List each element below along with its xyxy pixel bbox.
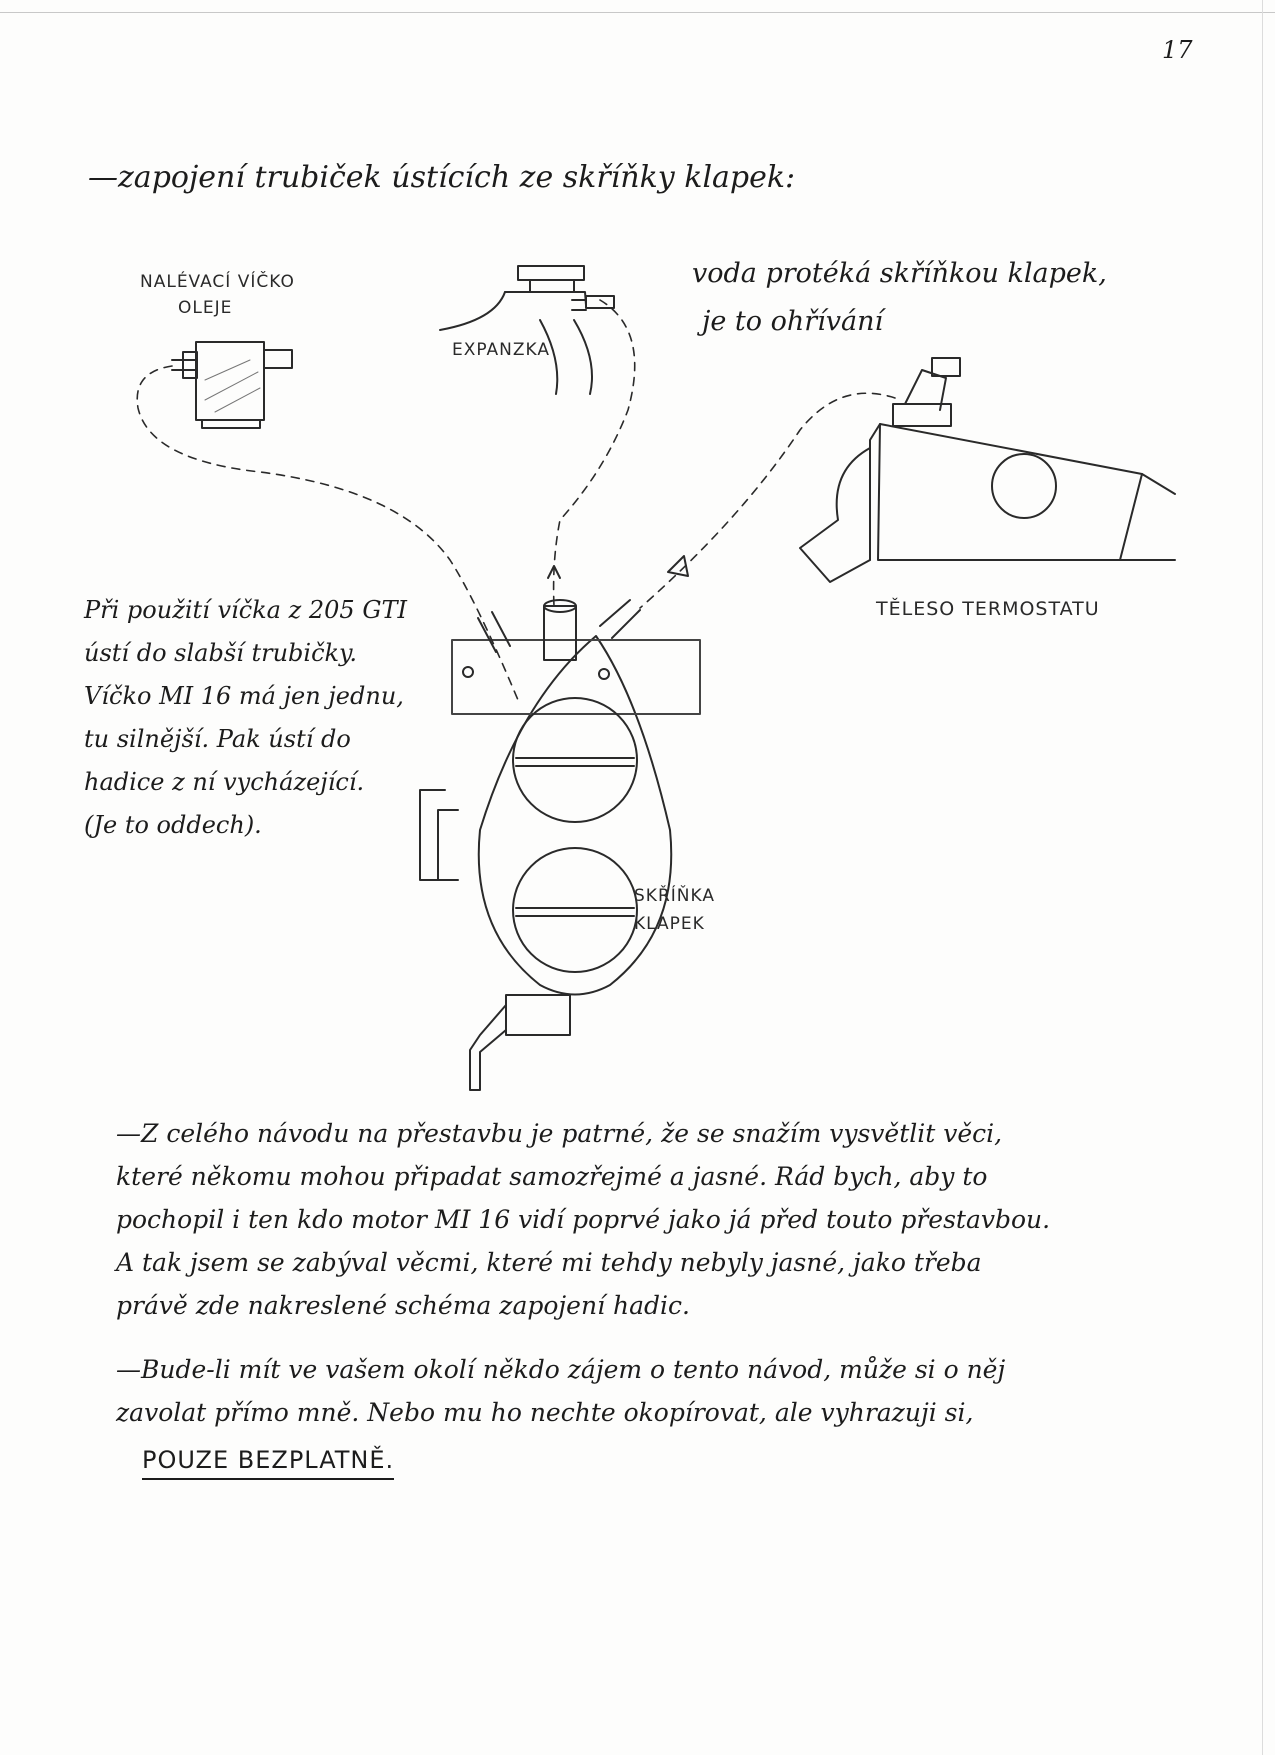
paragraph-line: pochopil i ten kdo motor MI 16 vidí poprvé jako já před touto přestavbou.	[116, 1205, 1051, 1234]
filler-cap-label-line2: OLEJE	[178, 298, 233, 318]
thermostat-housing-label: TĚLESO TERMOSTATU	[876, 598, 1100, 620]
paragraph-line: právě zde nakreslené schéma zapojení hadic.	[116, 1291, 690, 1320]
thermostat-housing-drawing	[800, 358, 1175, 582]
expansion-tank-label: EXPANZKA	[452, 340, 551, 360]
cap-note-line: Víčko MI 16 má jen jednu,	[84, 682, 404, 710]
expansion-tank-drawing	[440, 266, 614, 394]
paragraph-line: —Z celého návodu na přestavbu je patrné, že se snažím vysvětlit věci,	[116, 1119, 1003, 1148]
paragraph-explanation	[116, 1112, 1050, 1327]
cap-note-line: Při použití víčka z 205 GTI	[84, 596, 407, 624]
paragraph-line: A tak jsem se zabýval věcmi, které mi tehdy nebyly jasné, jako třeba	[116, 1248, 982, 1277]
cap-note-line: hadice z ní vycházející.	[84, 768, 365, 796]
cap-note-line: tu silnější. Pak ústí do	[84, 725, 351, 753]
cap-note	[84, 588, 407, 846]
cap-note-line: ústí do slabší trubičky.	[84, 639, 358, 667]
throttle-body-label-line1: SKŘÍŇKA	[634, 886, 715, 906]
page-heading: —zapojení trubiček ústících ze skříňky klapek:	[88, 160, 796, 195]
paragraph-line: —Bude-li mít ve vašem okolí někdo zájem o tento návod, může si o něj	[116, 1355, 1006, 1384]
page-number: 17	[1162, 36, 1193, 64]
throttle-body-label-line2: KLAPEK	[634, 914, 705, 934]
paragraph-copying	[116, 1348, 1005, 1434]
paragraph-line: zavolat přímo mně. Nebo mu ho nechte okopírovat, ale vyhrazuji si,	[116, 1398, 974, 1427]
oil-filler-cap-drawing	[172, 342, 292, 428]
free-only-emphasis: POUZE BEZPLATNĚ.	[142, 1446, 394, 1480]
paragraph-line: které někomu mohou připadat samozřejmé a jasné. Rád bych, aby to	[116, 1162, 988, 1191]
cap-note-line: (Je to oddech).	[84, 811, 262, 839]
arrow-down-left	[668, 556, 688, 576]
water-note-line1: voda protéká skříňkou klapek,	[692, 258, 1107, 289]
filler-cap-label-line1: NALÉVACÍ VÍČKO	[140, 272, 295, 292]
throttle-body-drawing	[420, 600, 700, 1090]
water-note-line2: je to ohřívání	[702, 306, 884, 337]
